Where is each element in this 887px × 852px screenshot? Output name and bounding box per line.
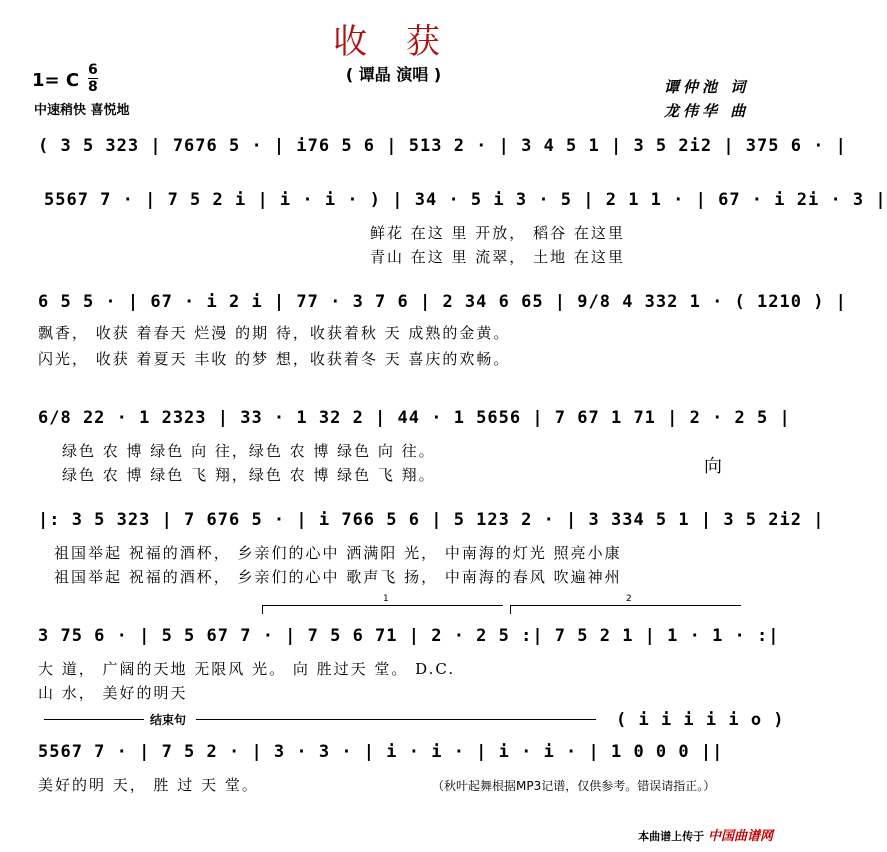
lyric-line-4a: 绿色 农 博 绿色 向 往，绿色 农 博 绿色 向 往。 — [62, 442, 436, 460]
lyric-line-6b: 山 水， 美好的明天 — [38, 684, 188, 702]
score-line-4: 6/8 22 · 1 2323 | 33 · 1 32 2 | 44 · 1 5656 | 7 67 1 71 | 2 · 2 5 | — [38, 408, 791, 428]
key-signature: 1= C — [32, 70, 80, 91]
score-line-6: 3 75 6 · | 5 5 67 7 · | 7 5 6 71 | 2 · 2 5 :| 7 5 2 1 | 1 · 1 · :| — [38, 626, 780, 646]
lyric-line-2a: 鲜花 在这 里 开放， 稻谷 在这里 — [370, 224, 625, 242]
first-ending-bracket — [262, 594, 503, 614]
meter-bottom: 8 — [88, 79, 98, 95]
page-title: 收 获 — [333, 22, 454, 62]
coda-percussion: ( i i i i i o ) — [616, 710, 785, 730]
score-line-3: 6 5 5 · | 67 · i 2 i | 77 · 3 7 6 | 2 34 6 65 | 9/8 4 332 1 · ( 1210 ) | — [38, 292, 847, 312]
meter-top: 6 — [88, 62, 98, 78]
singer-credit: ( 谭晶 演唱 ) — [345, 65, 442, 84]
lyric-line-5b: 祖国举起 祝福的酒杯， 乡亲们的心中 歌声飞 扬， 中南海的春风 吹遍神州 — [54, 568, 622, 586]
transcription-note: （秋叶起舞根据MP3记谱，仅供参考。错误请指正。） — [432, 779, 716, 793]
score-line-2: 5567 7 · | 7 5 2 i | i · i · ) | 34 · 5 i 3 · 5 | 2 1 1 · | 67 · i 2i · 3 | — [44, 190, 887, 210]
score-line-7: 5567 7 · | 7 5 2 · | 3 · 3 · | i · i · | i · i · | 1 0 0 0 || — [38, 742, 724, 762]
site-logo: 中国曲谱网 — [707, 829, 773, 844]
lyric-line-7: 美好的明 天， 胜 过 天 堂。 — [38, 776, 259, 794]
upload-source — [638, 825, 773, 844]
composer-credit: 龙伟华 曲 — [664, 102, 750, 120]
lyric-line-6a: 大 道， 广阔的天地 无限风 光。 向 胜过天 堂。 D.C. — [38, 660, 456, 678]
tempo-marking: 中速稍快 喜悦地 — [34, 103, 130, 118]
score-line-1: ( 3 5 323 | 7676 5 · | i76 5 6 | 513 2 · | 3 4 5 1 | 3 5 2i2 | 375 6 · | — [38, 136, 847, 156]
upload-label: 本曲谱上传于 — [638, 830, 705, 843]
coda-line-right — [196, 719, 596, 720]
second-ending-number: 2 — [626, 594, 632, 604]
first-ending-number: 1 — [383, 594, 389, 604]
lyricist-credit: 谭仲池 词 — [664, 78, 750, 96]
lyric-line-3a: 飘香， 收获 着春天 烂漫 的期 待，收获着秋 天 成熟的金黄。 — [38, 324, 511, 342]
lyric-line-5a: 祖国举起 祝福的酒杯， 乡亲们的心中 洒满阳 光， 中南海的灯光 照亮小康 — [54, 544, 622, 562]
score-line-5: |: 3 5 323 | 7 676 5 · | i 766 5 6 | 5 123 2 · | 3 334 5 1 | 3 5 2i2 | — [38, 510, 825, 530]
lyric-line-2b: 青山 在这 里 流翠， 土地 在这里 — [370, 248, 625, 266]
coda-line-left — [44, 719, 144, 720]
time-signature — [88, 62, 98, 95]
lyric-continue-word: 向 — [704, 456, 724, 477]
coda-label: 结束句 — [150, 713, 187, 727]
lyric-line-4b: 绿色 农 博 绿色 飞 翔，绿色 农 博 绿色 飞 翔。 — [62, 466, 436, 484]
second-ending-bracket — [510, 594, 741, 614]
lyric-line-3b: 闪光， 收获 着夏天 丰收 的梦 想，收获着冬 天 喜庆的欢畅。 — [38, 350, 511, 368]
